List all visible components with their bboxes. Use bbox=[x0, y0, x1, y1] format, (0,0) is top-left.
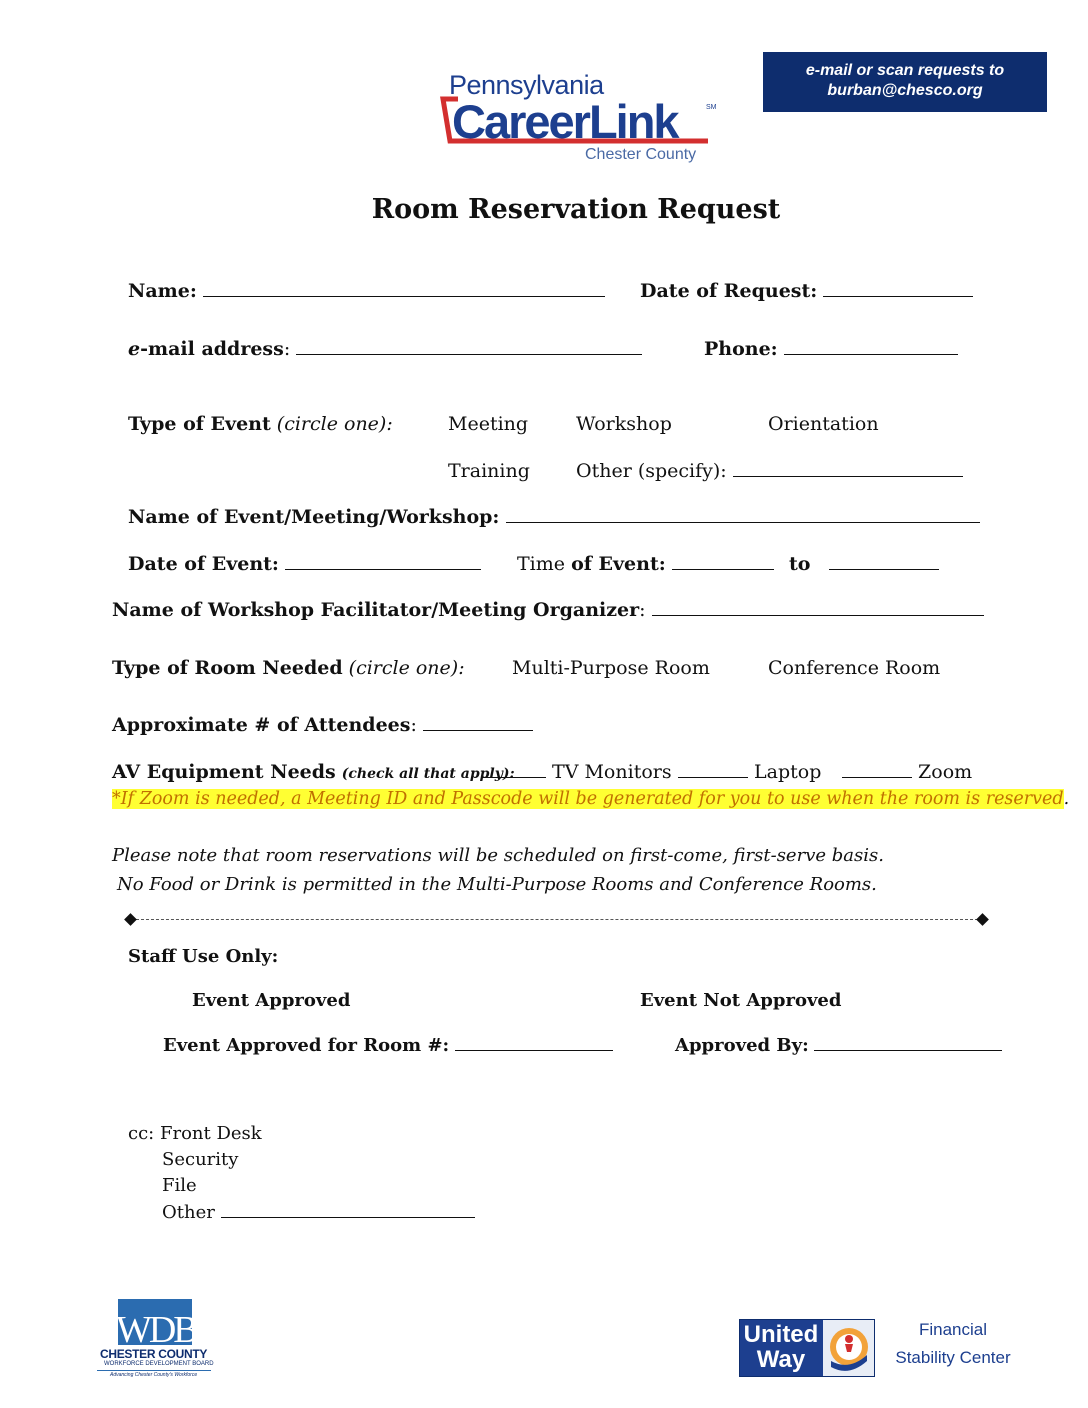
other-specify-input-line[interactable] bbox=[733, 460, 963, 477]
cc-first-line bbox=[128, 1123, 262, 1144]
logo-state: Pennsylvania bbox=[449, 70, 604, 100]
staff-approved-by-input-line[interactable] bbox=[814, 1034, 1002, 1051]
room-option-multipurpose[interactable]: Multi-Purpose Room bbox=[512, 657, 710, 679]
logo-name: CareerLink bbox=[452, 95, 678, 148]
cc-item-front-desk: Front Desk bbox=[159, 1123, 262, 1144]
zoom-note-period: . bbox=[1063, 789, 1070, 809]
cc-item-security: Security bbox=[162, 1149, 239, 1170]
date-of-request-field bbox=[640, 280, 973, 302]
name-label: Name: bbox=[128, 280, 197, 302]
event-name-input-line[interactable] bbox=[506, 506, 980, 523]
section-divider bbox=[131, 919, 983, 920]
av-option-zoom bbox=[842, 761, 972, 783]
date-of-request-label: Date of Request: bbox=[640, 280, 818, 302]
av-equipment-label bbox=[112, 761, 515, 783]
staff-approved-by-field bbox=[675, 1034, 1002, 1056]
attendees-field bbox=[112, 714, 533, 736]
name-input-line[interactable] bbox=[203, 280, 605, 297]
time-of-event-label: of Event: bbox=[571, 553, 666, 575]
attendees-colon: : bbox=[410, 714, 417, 736]
event-option-training[interactable]: Training bbox=[448, 460, 530, 482]
email-label-prefix: e bbox=[128, 338, 141, 360]
type-of-event-instruction: (circle one): bbox=[276, 413, 393, 435]
policy-note-line1: Please note that room reservations will be scheduled on first-come, first-serve basis. bbox=[112, 845, 884, 866]
page-title: Room Reservation Request bbox=[371, 194, 781, 225]
av-laptop-label: Laptop bbox=[754, 761, 822, 783]
email-field bbox=[128, 338, 642, 360]
logo-county: Chester County bbox=[585, 146, 697, 163]
phone-label: Phone: bbox=[704, 338, 778, 360]
cc-item-other-field bbox=[162, 1201, 475, 1223]
av-zoom-label: Zoom bbox=[918, 761, 973, 783]
email-notice-box bbox=[763, 52, 1047, 112]
time-end-field bbox=[789, 553, 939, 575]
event-option-other bbox=[576, 460, 963, 482]
cc-item-other: Other bbox=[162, 1202, 215, 1223]
staff-event-approved[interactable]: Event Approved bbox=[192, 990, 351, 1011]
wdb-logo-name: CHESTER COUNTY bbox=[100, 1347, 208, 1361]
wdb-logo-tagline: Advancing Chester County's Workforce bbox=[110, 1372, 198, 1378]
facilitator-label: Name of Workshop Facilitator/Meeting Organizer bbox=[112, 599, 640, 621]
other-specify-label: Other (specify): bbox=[576, 460, 727, 482]
time-start-input-line[interactable] bbox=[672, 553, 774, 570]
event-option-workshop[interactable]: Workshop bbox=[576, 413, 672, 435]
email-label: -mail address bbox=[140, 338, 284, 360]
av-tv-checkline[interactable] bbox=[482, 761, 546, 778]
date-of-event-input-line[interactable] bbox=[285, 553, 481, 570]
email-input-line[interactable] bbox=[296, 338, 642, 355]
av-equipment-instruction: (check all that apply): bbox=[341, 766, 515, 782]
av-option-tv bbox=[482, 761, 672, 783]
facilitator-colon: : bbox=[639, 599, 646, 621]
type-of-room-instruction: (circle one): bbox=[348, 657, 465, 679]
email-notice-address: burban@chesco.org bbox=[827, 82, 983, 99]
time-of-event-field bbox=[517, 553, 774, 575]
attendees-input-line[interactable] bbox=[423, 714, 533, 731]
staff-room-number-input-line[interactable] bbox=[455, 1034, 613, 1051]
type-of-room-label bbox=[112, 657, 465, 679]
staff-event-not-approved[interactable]: Event Not Approved bbox=[640, 990, 842, 1011]
zoom-note-text: *If Zoom is needed, a Meeting ID and Passcode will be generated for you to use when the room is reserved bbox=[112, 789, 1064, 809]
staff-approved-by-label: Approved By: bbox=[675, 1035, 809, 1056]
av-laptop-checkline[interactable] bbox=[678, 761, 748, 778]
phone-input-line[interactable] bbox=[784, 338, 958, 355]
united-way-name: United Way bbox=[739, 1319, 823, 1377]
cc-label: cc: bbox=[128, 1123, 155, 1144]
wdb-logo-board: WORKFORCE DEVELOPMENT BOARD bbox=[104, 1361, 214, 1367]
av-tv-label: TV Monitors bbox=[552, 761, 672, 783]
email-notice-line1: e-mail or scan requests to bbox=[805, 62, 1005, 79]
type-of-room-text: Type of Room Needed bbox=[112, 657, 343, 679]
wdb-logo-mark: WDB bbox=[116, 1309, 196, 1351]
staff-room-number-field bbox=[163, 1034, 613, 1056]
event-option-orientation[interactable]: Orientation bbox=[768, 413, 879, 435]
staff-room-number-label: Event Approved for Room #: bbox=[163, 1035, 450, 1056]
type-of-event-text: Type of Event bbox=[128, 413, 271, 435]
financial-center-line2: Stability Center bbox=[895, 1348, 1011, 1367]
cc-other-input-line[interactable] bbox=[221, 1201, 475, 1218]
cc-item-file: File bbox=[162, 1175, 197, 1196]
date-of-event-label: Date of Event: bbox=[128, 553, 279, 575]
room-option-conference[interactable]: Conference Room bbox=[768, 657, 941, 679]
name-field bbox=[128, 280, 605, 302]
financial-center-line1: Financial bbox=[918, 1320, 988, 1339]
facilitator-field bbox=[112, 599, 984, 621]
time-to-label: to bbox=[789, 553, 811, 575]
av-equipment-text: AV Equipment Needs bbox=[112, 761, 336, 783]
event-option-meeting[interactable]: Meeting bbox=[448, 413, 529, 435]
divider-right-diamond-icon bbox=[976, 913, 989, 926]
event-name-field bbox=[128, 506, 980, 528]
email-colon: : bbox=[283, 338, 291, 360]
facilitator-input-line[interactable] bbox=[652, 599, 984, 616]
attendees-label: Approximate # of Attendees bbox=[112, 714, 411, 736]
policy-note-line2: No Food or Drink is permitted in the Multi-Purpose Rooms and Conference Rooms. bbox=[117, 874, 877, 895]
time-of-event-label-time: Time bbox=[517, 553, 566, 575]
logo-service-mark: SM bbox=[706, 104, 717, 111]
staff-heading: Staff Use Only: bbox=[128, 946, 279, 967]
date-of-event-field bbox=[128, 553, 481, 575]
av-zoom-checkline[interactable] bbox=[842, 761, 912, 778]
phone-field bbox=[704, 338, 958, 360]
united-way-border bbox=[739, 1319, 875, 1377]
zoom-note bbox=[112, 789, 1069, 809]
wdb-logo-rule bbox=[97, 1370, 211, 1371]
event-name-label: Name of Event/Meeting/Workshop: bbox=[128, 506, 500, 528]
date-of-request-input-line[interactable] bbox=[823, 280, 973, 297]
time-end-input-line[interactable] bbox=[829, 553, 939, 570]
divider-left-diamond-icon bbox=[124, 913, 137, 926]
av-option-laptop bbox=[678, 761, 821, 783]
type-of-event-label bbox=[128, 413, 393, 435]
